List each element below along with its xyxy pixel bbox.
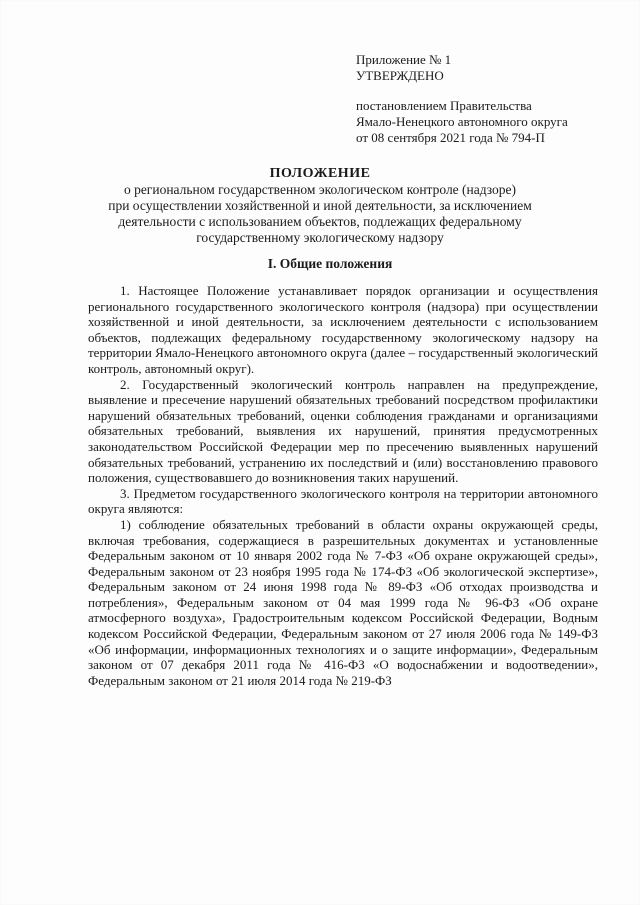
section-heading: I. Общие положения — [267, 256, 393, 271]
resolution-line: постановлением Правительства — [356, 98, 532, 113]
paragraph-3: 3. Предметом государственного экологического контроля на территории автономного округа являются: — [88, 485, 598, 517]
title-main: ПОЛОЖЕНИЕ — [269, 166, 371, 181]
paragraph-2: 2. Государственный экологический контроль направлен на предупреждение, выявление и пресечение нарушений обязательных требований посредством профилактики нарушений обязательных требований, оценки соблюдения гражданами и организациями обязательных требований, выявления их нарушений, принятия предусмотренных законодательством Российской Федерации мер по пресечению выявленных нарушений обязательных требований, устранению их последствий и (или) восстановлению правового положения, существовавшего до возникновения таких нарушений. — [88, 376, 598, 486]
title-subtitle-line-4: государственному экологическому надзору — [196, 230, 444, 245]
paragraph-1: 1. Настоящее Положение устанавливает порядок организации и осуществления регионального государственного экологического контроля (надзора) при осуществлении хозяйственной и иной деятельности, за исключением деятельности с использованием объектов, подлежащих федеральному государственному экологическому надзору на территории Ямало-Ненецкого автономного округа (далее – государственный экологический контроль, автономный округ). — [88, 283, 598, 376]
document-body — [88, 283, 598, 688]
approval-block — [356, 52, 616, 146]
approved-label: УТВЕРЖДЕНО — [356, 68, 444, 83]
title-subtitle-line-2: при осуществлении хозяйственной и иной деятельности, за исключением — [108, 198, 532, 213]
paragraph-4: 1) соблюдение обязательных требований в области охраны окружающей среды, включая требования, содержащиеся в разрешительных документах и установленные Федеральным законом от 10 января 2002 года № 7-ФЗ «Об охране окружающей среды», Федеральным законом от 23 ноября 1995 года № 174-ФЗ «Об экологической экспертизе», Федеральным законом от 24 июня 1998 года № 89-ФЗ «Об отходах производства и потребления», Федеральным законом от 04 мая 1999 года № 96-ФЗ «Об охране атмосферного воздуха», Градостроительным кодексом Российской Федерации, Водным кодексом Российской Федерации, Федеральным законом от 27 июля 2006 года № 149-ФЗ «Об информации, информационных технологиях и о защите информации», Федеральным законом от 07 декабря 2011 года № 416-ФЗ «О водоснабжении и водоотведении», Федеральным законом от 21 июля 2014 года № 219-ФЗ — [88, 516, 598, 688]
title-subtitle-line-3: деятельности с использованием объектов, подлежащих федеральному — [118, 214, 522, 229]
approval-gap — [356, 84, 616, 98]
government-line: Ямало-Ненецкого автономного округа — [356, 114, 568, 129]
appendix-number: Приложение № 1 — [356, 52, 452, 67]
resolution-date-line: от 08 сентября 2021 года № 794-П — [356, 130, 545, 145]
title-subtitle-line-1: о региональном государственном экологическом контроле (надзоре) — [123, 182, 517, 197]
document-title — [60, 166, 580, 246]
